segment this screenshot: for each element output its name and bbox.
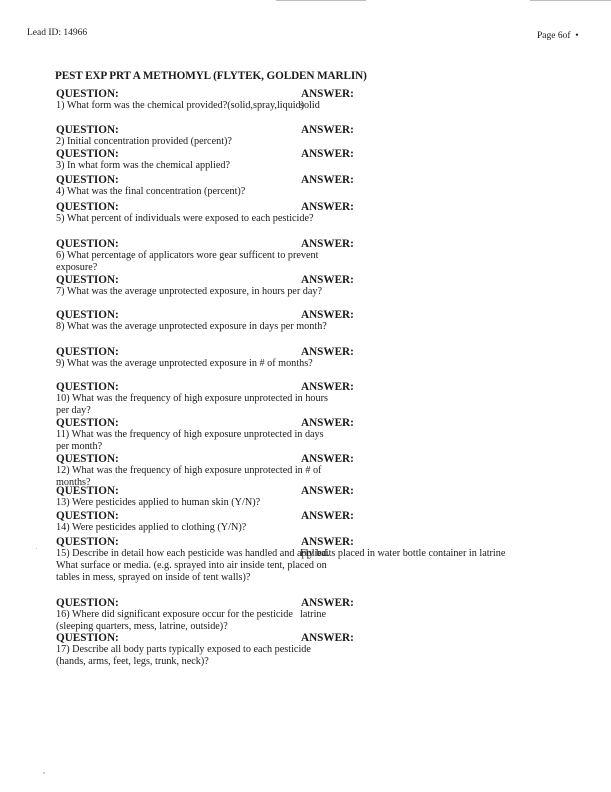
question-label: QUESTION:: [56, 309, 119, 321]
answer-label: ANSWER:: [301, 346, 354, 358]
page-number: Page 6of •: [537, 31, 579, 41]
scan-artifact-line: [530, 0, 611, 1]
answer-label: ANSWER:: [301, 381, 354, 393]
answer-label: ANSWER:: [301, 417, 354, 429]
question-label: QUESTION:: [56, 88, 119, 100]
answer-label: ANSWER:: [301, 309, 354, 321]
question-text: 10) What was the frequency of high exposure unprotected in hours per day?: [56, 393, 328, 417]
answer-label: ANSWER:: [301, 632, 354, 644]
question-label: QUESTION:: [56, 485, 119, 497]
answer-label: ANSWER:: [301, 238, 354, 250]
question-label: QUESTION:: [56, 417, 119, 429]
question-text: 11) What was the frequency of high exposure unprotected in days per month?: [56, 429, 324, 453]
answer-label: ANSWER:: [301, 485, 354, 497]
question-text: 8) What was the average unprotected exposure in days per month?: [56, 321, 327, 332]
question-label: QUESTION:: [56, 381, 119, 393]
question-text: 13) Were pesticides applied to human skin (Y/N)?: [56, 497, 261, 508]
question-label: QUESTION:: [56, 510, 119, 522]
question-label: QUESTION:: [56, 346, 119, 358]
question-label: QUESTION:: [56, 597, 119, 609]
answer-label: ANSWER:: [301, 174, 354, 186]
question-text: 4) What was the final concentration (percent)?: [56, 186, 246, 197]
answer-label: ANSWER:: [301, 274, 354, 286]
question-text: 2) Initial concentration provided (percent)?: [56, 136, 232, 147]
question-label: QUESTION:: [56, 148, 119, 160]
question-label: QUESTION:: [56, 536, 119, 548]
question-label: QUESTION:: [56, 274, 119, 286]
scan-speck: [43, 772, 45, 774]
answer-label: ANSWER:: [301, 148, 354, 160]
question-label: QUESTION:: [56, 201, 119, 213]
question-label: QUESTION:: [56, 174, 119, 186]
question-text: 9) What was the average unprotected exposure in # of months?: [56, 358, 313, 369]
answer-label: ANSWER:: [301, 453, 354, 465]
answer-text: latrine: [300, 609, 327, 620]
question-text: 3) In what form was the chemical applied?: [56, 160, 230, 171]
question-text: 12) What was the frequency of high exposure unprotected in # of months?: [56, 465, 322, 489]
question-label: QUESTION:: [56, 124, 119, 136]
answer-label: ANSWER:: [301, 201, 354, 213]
scan-speck: [36, 548, 37, 549]
question-text: 17) Describe all body parts typically exposed to each pesticide (hands, arms, feet, legs, trunk, neck)?: [56, 644, 311, 668]
answer-label: ANSWER:: [301, 88, 354, 100]
answer-label: ANSWER:: [301, 597, 354, 609]
question-text: 5) What percent of individuals were exposed to each pesticide?: [56, 213, 314, 224]
answer-text: Fly baits placed in water bottle container in latrine: [300, 548, 506, 559]
question-text: 14) Were pesticides applied to clothing (Y/N)?: [56, 522, 247, 533]
answer-label: ANSWER:: [301, 510, 354, 522]
answer-label: ANSWER:: [301, 124, 354, 136]
document-title: PEST EXP PRT A METHOMYL (FLYTEK, GOLDEN MARLIN): [55, 70, 367, 82]
question-text: 7) What was the average unprotected exposure, in hours per day?: [56, 286, 322, 297]
question-text: 16) Where did significant exposure occur for the pesticide (sleeping quarters, mess, latrine, outside)?: [56, 609, 293, 633]
question-text: 6) What percentage of applicators wore gear sufficent to prevent exposure?: [56, 250, 319, 274]
question-label: QUESTION:: [56, 453, 119, 465]
answer-label: ANSWER:: [301, 536, 354, 548]
question-text: 15) Describe in detail how each pesticide was handled and applied. What surface or media. (e.g. sprayed into air inside tent, placed on tables in mess, sprayed on inside of tent walls)?: [56, 548, 330, 584]
answer-text: solid: [300, 100, 320, 111]
lead-id: Lead ID: 14966: [27, 28, 88, 38]
question-text: 1) What form was the chemical provided?(solid,spray,liquid): [56, 100, 305, 111]
scan-artifact-line: [276, 0, 366, 1]
question-label: QUESTION:: [56, 238, 119, 250]
question-label: QUESTION:: [56, 632, 119, 644]
